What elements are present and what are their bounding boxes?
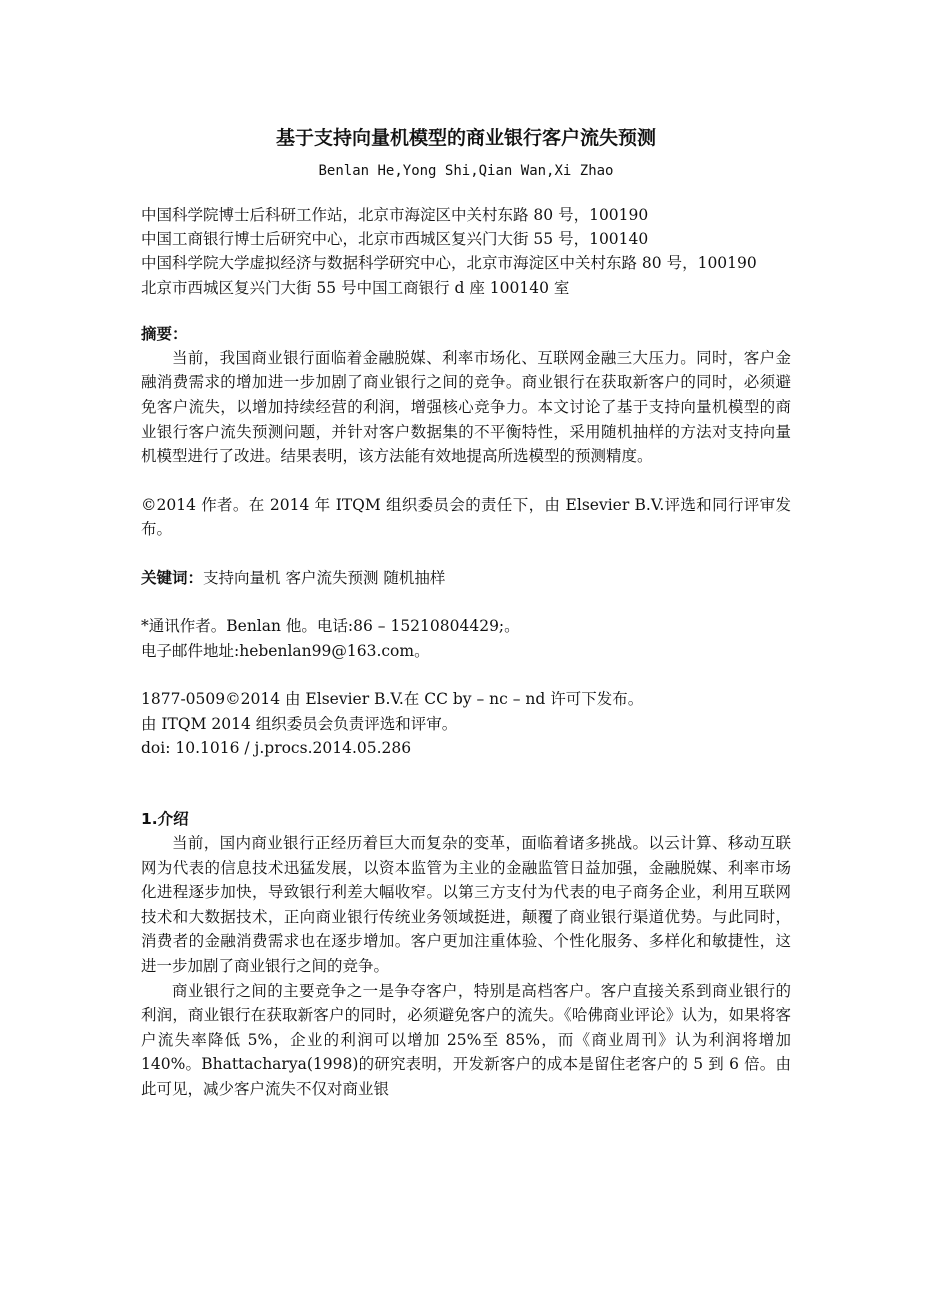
affiliation-line: 北京市西城区复兴门大街 55 号中国工商银行 d 座 100140 室 [141, 278, 570, 297]
publication-review: 由 ITQM 2014 组织委员会负责评选和评审。 [141, 714, 458, 733]
abstract-heading: 摘要： [141, 324, 188, 343]
publication-doi: doi: 10.1016 / j.procs.2014.05.286 [141, 739, 412, 758]
keywords-label: 关键词： [141, 568, 204, 587]
affiliation-block [141, 203, 791, 300]
introduction-paragraph: 当前，国内商业银行正经历着巨大而复杂的变革，面临着诸多挑战。以云计算、移动互联网为代表的信息技术迅猛发展，以资本监管为主业的金融监管日益加强，金融脱媒、利率市场化进程逐步加快，导致银行利差大幅收窄。以第三方支付为代表的电子商务企业，利用互联网技术和大数据技术，正向商业银行传统业务领域挺进，颠覆了商业银行渠道优势。与此同时，消费者的金融消费需求也在逐步增加。客户更加注重体验、个性化服务、多样化和敏捷性，这进一步加剧了商业银行之间的竞争。 [141, 833, 791, 975]
paper-page [141, 120, 791, 1102]
introduction-heading: 1.介绍 [141, 809, 189, 828]
author-list: Benlan He,Yong Shi,Qian Wan,Xi Zhao [318, 163, 614, 179]
affiliation-line: 中国科学院博士后科研工作站，北京市海淀区中关村东路 80 号，100190 [141, 206, 649, 224]
abstract-text: 当前，我国商业银行面临着金融脱媒、利率市场化、互联网金融三大压力。同时，客户金融消费需求的增加进一步加剧了商业银行之间的竞争。商业银行在获取新客户的同时，必须避免客户流失，以增加持续经营的利润，增强核心竞争力。本文讨论了基于支持向量机模型的商业银行客户流失预测问题，并针对客户数据集的不平衡特性，采用随机抽样的方法对支持向量机模型进行了改进。结果表明，该方法能有效地提高所选模型的预测精度。 [141, 348, 791, 466]
keywords-text: 支持向量机 客户流失预测 随机抽样 [203, 568, 446, 587]
keywords-line [141, 566, 791, 591]
publication-license: 1877-0509©2014 由 Elsevier B.V.在 CC by – nc – nd 许可下发布。 [141, 690, 644, 709]
introduction-paragraph: 商业银行之间的主要竞争之一是争夺客户，特别是高档客户。客户直接关系到商业银行的利润，商业银行在获取新客户的同时，必须避免客户的流失。《哈佛商业评论》认为，如果将客户流失率降低 5%，企业的利润可以增加 25%至 85%，而《商业周刊》认为利润将增加 140%。Bhattacharya(1998)的研究表明，开发新客户的成本是留住老客户的 5 到 6 倍。由此可见，减少客户流失不仅对商业银 [141, 981, 791, 1098]
affiliation-line: 中国科学院大学虚拟经济与数据科学研究中心，北京市海淀区中关村东路 80 号，100190 [141, 254, 757, 273]
correspondence-email: 电子邮件地址:hebenlan99@163.com。 [141, 641, 430, 660]
copyright-note: ©2014 作者。在 2014 年 ITQM 组织委员会的责任下，由 Elsevier B.V.评选和同行评审发布。 [141, 495, 791, 539]
affiliation-line: 中国工商银行博士后研究中心，北京市西城区复兴门大街 55 号，100140 [141, 230, 649, 249]
correspondence-author: *通讯作者。Benlan 他。电话:86 – 15210804429;。 [141, 617, 520, 636]
paper-title: 基于支持向量机模型的商业银行客户流失预测 [275, 127, 656, 149]
